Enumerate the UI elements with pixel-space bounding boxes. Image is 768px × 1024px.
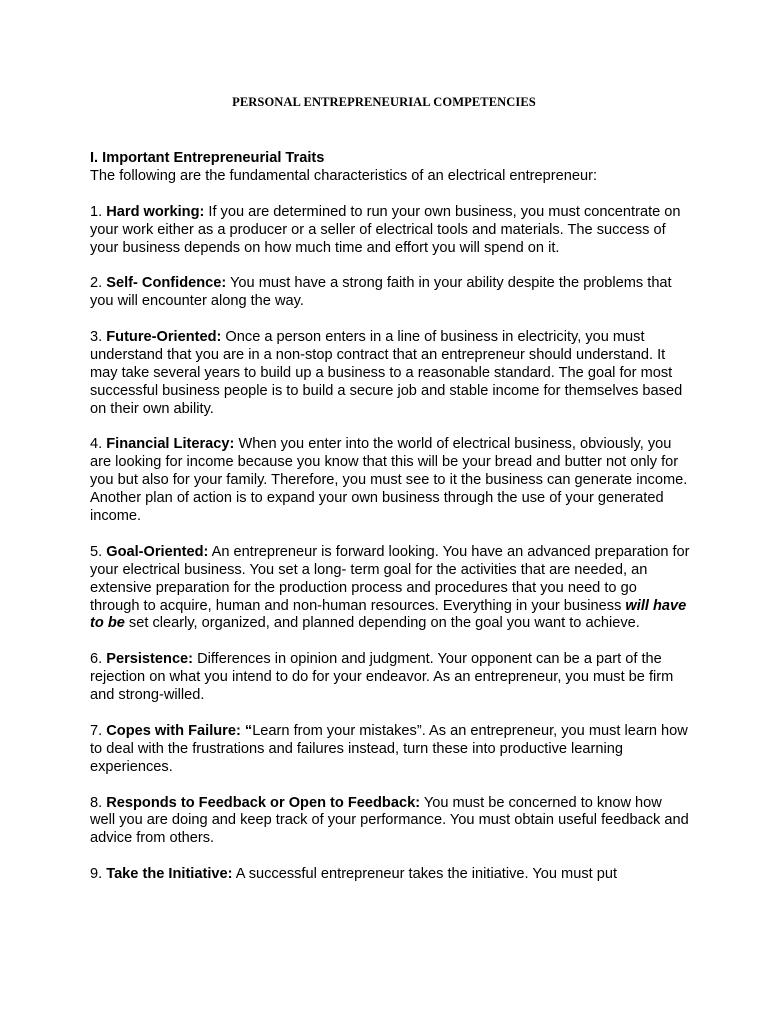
- trait-name: Financial Literacy:: [106, 436, 235, 453]
- trait-text: A successful entrepreneur takes the initiative. You must put: [232, 866, 618, 883]
- trait-paragraph-8: [90, 795, 690, 849]
- trait-name: Hard working:: [106, 203, 205, 220]
- document-title: PERSONAL ENTREPRENEURIAL COMPETENCIES: [232, 95, 536, 109]
- trait-text: When you enter into the world of electrical business, obviously, you are looking for income because you know that this will be your bread and butter not only for you but also for your family. Therefore, you must see to it the business can generate income. Another plan of action is to expand your own business through the use of your generated income.: [90, 436, 688, 525]
- trait-number: 2.: [90, 275, 107, 292]
- trait-number: 9.: [90, 866, 107, 883]
- trait-name: Take the Initiative:: [106, 866, 233, 883]
- trait-number: 4.: [90, 436, 107, 453]
- trait-text: You must be concerned to know how well you are doing and keep track of your performance. You must obtain useful feedback and advice from others.: [90, 794, 689, 847]
- trait-text: An entrepreneur is forward looking. You have an advanced preparation for your electrical business. You set a long- term goal for the activities that are needed, an extensive preparation for the production process and procedures that you need to go through to acquire, human and non-human resources. Everything in your business: [90, 543, 690, 614]
- trait-text: If you are determined to run your own business, you must concentrate on your work either as a producer or a seller of electrical tools and materials. The success of your business depends on how much time and effort you will spend on it.: [90, 203, 681, 256]
- trait-number: 6.: [90, 651, 107, 668]
- trait-paragraph-5: [90, 544, 690, 634]
- trait-number: 5.: [90, 543, 107, 560]
- trait-name: Persistence:: [106, 651, 194, 668]
- section-intro: The following are the fundamental characteristics of an electrical entrepreneur:: [90, 167, 597, 184]
- trait-emphasis: will have to be: [90, 597, 687, 632]
- trait-number: 1.: [90, 203, 107, 220]
- trait-number: 3.: [90, 329, 107, 346]
- trait-paragraph-6: [90, 651, 690, 705]
- trait-name: Self- Confidence:: [106, 275, 227, 292]
- section-heading: I. Important Entrepreneurial Traits: [90, 150, 325, 166]
- trait-name: Future-Oriented:: [106, 329, 222, 346]
- trait-paragraph-4: [90, 436, 690, 526]
- trait-paragraph-7: [90, 723, 690, 777]
- trait-paragraph-1: [90, 204, 690, 258]
- trait-text-after: set clearly, organized, and planned depending on the goal you want to achieve.: [124, 615, 640, 632]
- section-intro-paragraph: [90, 168, 690, 186]
- trait-paragraph-9: [90, 866, 690, 884]
- trait-paragraph-3: [90, 329, 690, 419]
- trait-text: Learn from your mistakes”. As an entrepreneur, you must learn how to deal with the frustrations and failures instead, turn these into productive learning experiences.: [90, 722, 688, 775]
- section-heading-paragraph: [90, 150, 690, 168]
- trait-text: You must have a strong faith in your ability despite the problems that you will encounter along the way.: [90, 275, 672, 310]
- trait-paragraph-2: [90, 275, 690, 311]
- trait-number: 8.: [90, 794, 107, 811]
- trait-text: Once a person enters in a line of business in electricity, you must understand that you are in a non-stop contract that an entrepreneur should understand. It may take several years to build up a business to a reasonable standard. The goal for most successful business people is to build a secure job and stable income for themselves based on their own ability.: [90, 329, 683, 417]
- trait-name: Responds to Feedback or Open to Feedback:: [106, 794, 421, 811]
- trait-number: 7.: [90, 722, 107, 739]
- trait-text: Differences in opinion and judgment. Your opponent can be a part of the rejection on what you intend to do for your endeavor. As an entrepreneur, you must be firm and strong-willed.: [90, 651, 674, 704]
- trait-name: Goal-Oriented:: [106, 543, 209, 560]
- trait-name: Copes with Failure: “: [106, 722, 253, 739]
- document-body: [90, 150, 690, 902]
